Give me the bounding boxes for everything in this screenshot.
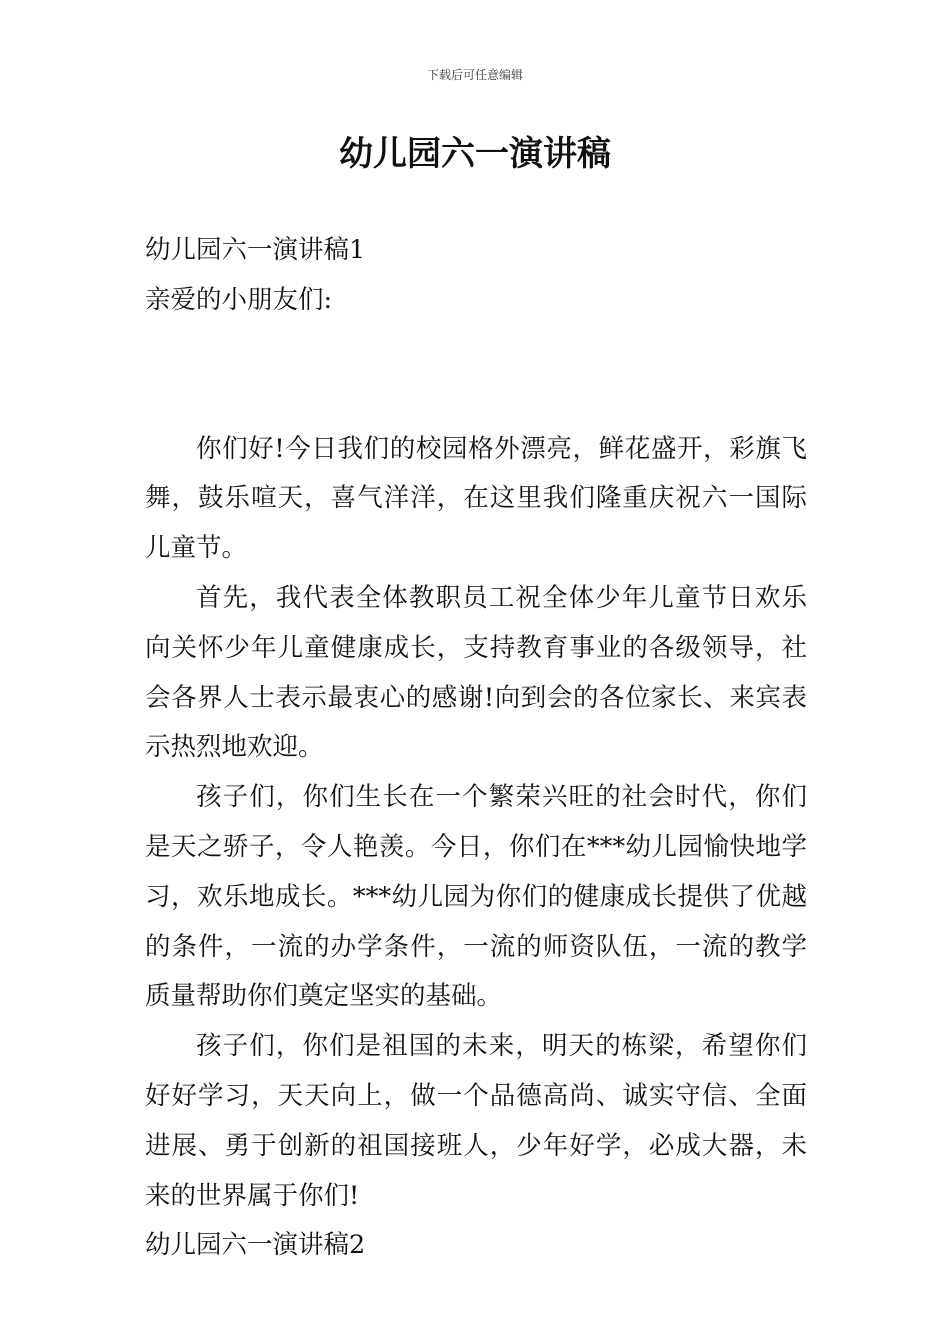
paragraph-1: 你们好!今日我们的校园格外漂亮，鲜花盛开，彩旗飞舞，鼓乐喧天，喜气洋洋，在这里我们隆重庆祝六一国际儿童节。	[145, 433, 807, 564]
greeting: 亲爱的小朋友们:	[145, 284, 333, 315]
section-heading-2: 幼儿园六一演讲稿2	[145, 1230, 366, 1261]
paragraph-4: 孩子们，你们是祖国的未来，明天的栋梁，希望你们好好学习，天天向上，做一个品德高尚、诚实守信、全面进展、勇于创新的祖国接班人，少年好学，必成大器，未来的世界属于你们!	[145, 1031, 807, 1211]
header-note: 下载后可任意编辑	[426, 68, 523, 82]
section-heading-1: 幼儿园六一演讲稿1	[145, 235, 366, 265]
paragraph-2: 首先，我代表全体教职员工祝全体少年儿童节日欢乐向关怀少年儿童健康成长，支持教育事业的各级领导，社会各界人士表示最衷心的感谢!向到会的各位家长、来宾表示热烈地欢迎。	[145, 582, 807, 763]
document-body	[145, 226, 807, 1271]
paragraph-3: 孩子们，你们生长在一个繁荣兴旺的社会时代，你们是天之骄子，令人艳羡。今日，你们在***幼儿园愉快地学习，欢乐地成长。***幼儿园为你们的健康成长提供了优越的条件，一流的办学条件，一流的师资队伍，一流的教学质量帮助你们奠定坚实的基础。	[145, 782, 807, 1012]
blank-space	[145, 326, 807, 425]
document-title: 幼儿园六一演讲稿	[339, 134, 611, 174]
